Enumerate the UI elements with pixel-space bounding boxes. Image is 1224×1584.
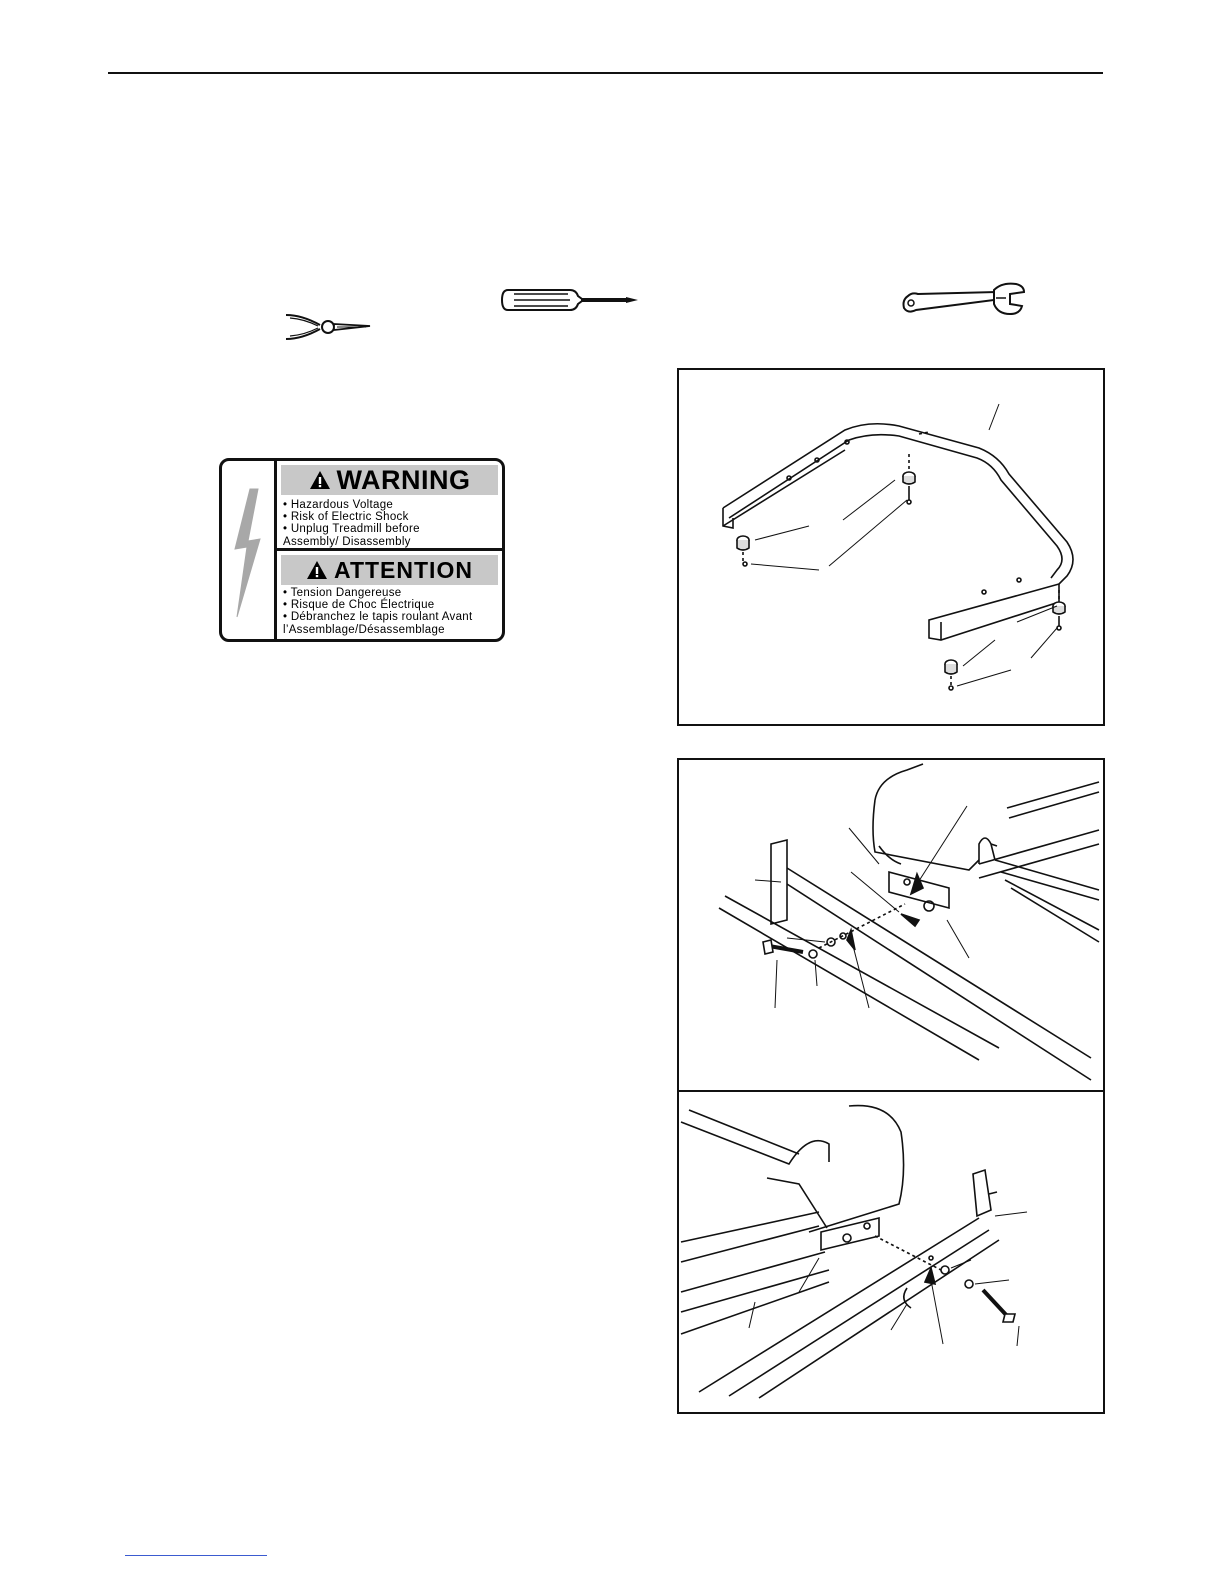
top-rule <box>108 72 1103 74</box>
warning-line: • Risk of Electric Shock <box>283 511 409 524</box>
attention-line: • Débranchez le tapis roulant Avant <box>283 611 473 624</box>
figure-right-side-attach <box>677 1090 1105 1414</box>
warning-triangle-icon <box>306 560 328 580</box>
bottom-link-underline <box>125 1555 267 1556</box>
attention-heading: ATTENTION <box>334 556 473 583</box>
label-text-panel <box>277 461 502 639</box>
screwdriver-icon <box>500 286 642 314</box>
warning-text-lines <box>283 499 498 548</box>
attention-line: • Risque de Choc Électrique <box>283 599 435 612</box>
lightning-bolt-icon <box>222 461 277 639</box>
warning-heading: WARNING <box>336 464 471 495</box>
attention-text-lines <box>283 587 498 636</box>
label-divider <box>277 548 502 551</box>
pliers-icon <box>282 311 374 343</box>
attention-heading-band <box>281 555 498 585</box>
warning-heading-band <box>281 465 498 495</box>
attention-line: • Tension Dangereuse <box>283 587 402 599</box>
figure-base-assembly <box>677 368 1105 726</box>
warning-line: • Unplug Treadmill before <box>283 523 420 536</box>
attention-line: l’Assemblage/Désassemblage <box>283 623 445 636</box>
wrench-icon <box>898 282 1030 322</box>
figure-left-side-attach <box>677 758 1105 1092</box>
warning-triangle-icon <box>309 470 331 490</box>
warning-line: Assembly/ Disassembly <box>283 535 411 548</box>
warning-line: • Hazardous Voltage <box>283 499 394 511</box>
warning-label <box>219 458 505 642</box>
